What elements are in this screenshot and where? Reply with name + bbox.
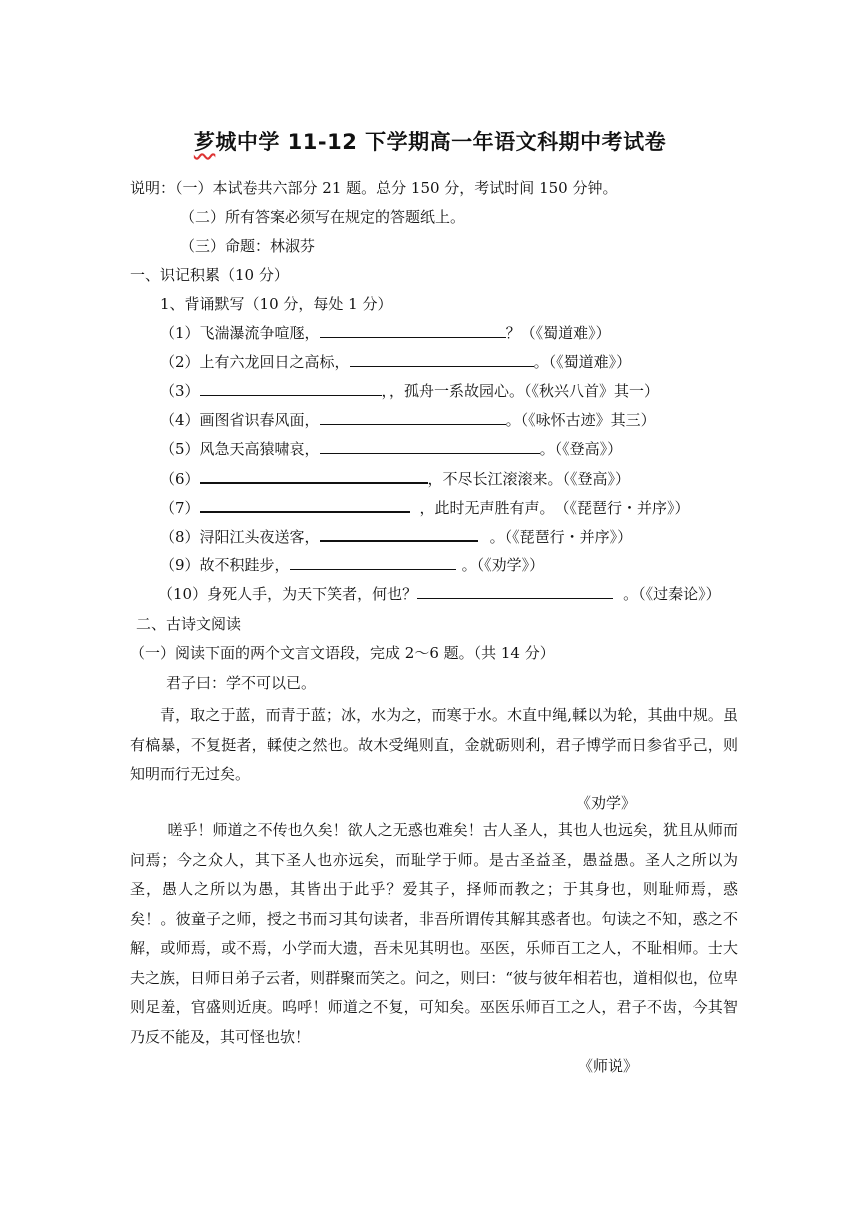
item-number: （7） (160, 499, 200, 517)
answer-blank[interactable] (417, 584, 613, 599)
passage1-text: 青，取之于蓝，而青于蓝；冰，水为之，而寒于水。木直中绳,輮以为轮，其曲中规。虽有槁暴，不复挺者，輮使之然也。故木受绳则直，金就砺则利，君子博学而日参省乎己，则知明而行无过矣。 (130, 706, 738, 783)
item-prompt: 身死人手，为天下笑者，何也？ (207, 585, 418, 603)
section2-sub1: （一）阅读下面的两个文言文语段，完成 2～6 题。（共 14 分） (130, 644, 555, 662)
notes-item-2: （二）所有答案必须写在规定的答题纸上。 (180, 208, 466, 226)
item-number: （8） (160, 528, 200, 546)
item-number: （5） (160, 440, 200, 458)
item-source: ，此时无声胜有声。 （《琵琶行・并序》） (419, 499, 690, 517)
item-prompt: 风急天高猿啸哀， (199, 440, 320, 458)
item-number: （9） (160, 556, 200, 574)
item-source: 。（《蜀道难》） (533, 353, 632, 371)
recite-item-1 (160, 323, 611, 343)
item-prompt: 故不积跬步， (199, 556, 290, 574)
passage1-source: 《劝学》 (576, 794, 637, 812)
item-number: （4） (160, 411, 200, 429)
item-source: 。（《劝学》） (461, 556, 545, 574)
item-prompt: 飞湍瀑流争喧豗， (199, 324, 320, 342)
answer-blank[interactable] (200, 497, 410, 513)
recite-item-8 (160, 526, 632, 547)
answer-blank[interactable] (320, 526, 478, 542)
answer-blank[interactable] (290, 555, 456, 570)
item-source: 。（《琵琶行・并序》） (489, 528, 633, 546)
recite-item-10 (158, 584, 721, 604)
passage2-text: 嗟乎！师道之不传也久矣！欲人之无惑也难矣！古人圣人，其也人也远矣，犹且从师而问焉；今之众人，其下圣人也亦远矣，而耻学于师。是古圣益圣，愚益愚。圣人之所以为圣，愚人之所以为愚，其皆出于此乎？爱其子，择师而教之；于其身也，则耻师焉，惑矣！。彼童子之师，授之书而习其句读者，非吾所谓传其解其惑者也。句读之不知，惑之不解，或师焉，或不焉，小学而大遗，吾未见其明也。巫医，乐师百工之人，不耻相师。士大夫之族，日师日弟子云者，则群聚而笑之。问之，则曰：“彼与彼年相若也，道相似也，位卑则足羞，官盛则近庚。呜呼！师道之不复，可知矣。巫医乐师百工之人，君子不齿，今其智乃反不能及，其可怪也欤！ (130, 821, 738, 1046)
answer-blank[interactable] (320, 410, 506, 425)
answer-blank[interactable] (200, 468, 428, 484)
item-source: ，不尽长江滚滚来。（《登高》） (427, 470, 631, 488)
recite-item-5 (160, 439, 622, 459)
item-source: 。（《过秦论》） (623, 585, 721, 603)
answer-blank[interactable] (320, 439, 540, 454)
item-number: （10） (158, 585, 208, 603)
recite-item-4 (160, 410, 656, 430)
item-number: （2） (160, 353, 200, 371)
item-source: 。（《登高》） (539, 440, 623, 458)
recite-item-7 (160, 497, 690, 518)
title-first-char: 芗 (193, 130, 216, 154)
item-number: （3） (160, 382, 200, 400)
passage1-opening: 君子曰：学不可以已。 (166, 674, 317, 692)
item-prompt: 上有六龙回日之高标， (199, 353, 350, 371)
question1-title: 1、背诵默写（10 分，每处 1 分） (160, 295, 393, 313)
page-title (0, 126, 860, 156)
answer-blank[interactable] (350, 352, 534, 367)
answer-blank[interactable] (200, 381, 382, 396)
item-prompt: 画图省识春风面， (199, 411, 320, 429)
notes-item-3: （三）命题：林淑芬 (180, 237, 316, 255)
item-source: ，，孤舟一系故园心。（《秋兴八首》其一） (381, 382, 660, 400)
notes-line-1 (130, 178, 617, 198)
answer-blank[interactable] (320, 323, 506, 338)
section2-heading: 二、古诗文阅读 (136, 615, 242, 633)
recite-item-9 (160, 555, 544, 575)
recite-item-3 (160, 381, 659, 401)
notes-label: 说明： (130, 179, 176, 197)
recite-item-6 (160, 468, 630, 489)
recite-item-2 (160, 352, 631, 372)
title-rest: 城中学 11-12 下学期高一年语文科期中考试卷 (215, 130, 667, 154)
passage2-source: 《师说》 (578, 1057, 639, 1075)
notes-item-1: （一）本试卷共六部分 21 题。总分 150 分，考试时间 150 分钟。 (175, 179, 618, 197)
item-source: 。（《咏怀古迹》其三） (505, 411, 656, 429)
section1-heading: 一、识记积累（10 分） (130, 266, 289, 284)
item-prompt: 浔阳江头夜送客， (199, 528, 320, 546)
item-source: ？（《蜀道难》） (505, 324, 611, 342)
item-number: （6） (160, 470, 200, 488)
item-number: （1） (160, 324, 200, 342)
